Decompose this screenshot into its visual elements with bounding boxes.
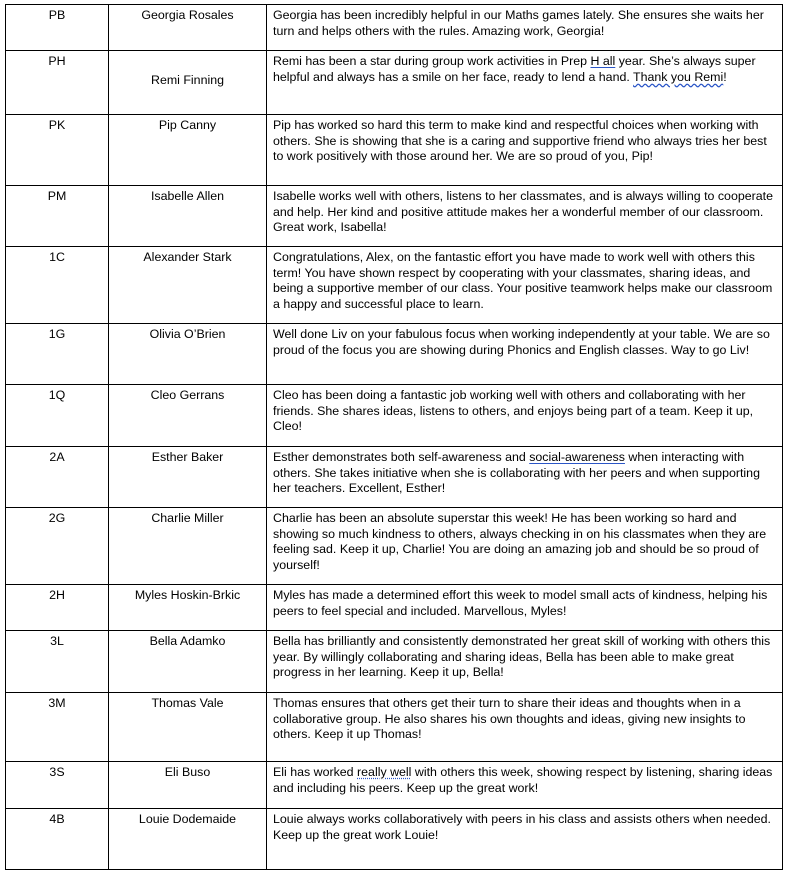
- awards-table: [5, 4, 783, 870]
- student-name: Louie Dodemaide: [109, 809, 267, 870]
- table-row: [6, 631, 783, 693]
- award-message: [267, 447, 783, 508]
- table-row: [6, 508, 783, 585]
- class-cell: PK: [6, 115, 109, 186]
- message-text: !: [723, 69, 727, 84]
- class-cell: PH: [6, 51, 109, 115]
- table-row: [6, 5, 783, 51]
- table-row: [6, 447, 783, 508]
- table-row: [6, 385, 783, 447]
- table-row: [6, 809, 783, 870]
- student-name: Isabelle Allen: [109, 186, 267, 247]
- table-row: [6, 51, 783, 115]
- award-message: Bella has brilliantly and consistently demonstrated her great skill of working with others this year. By willingly collaborating and sharing ideas, Bella has been able to make great progress in her learning. Keep it up, Bella!: [267, 631, 783, 693]
- award-message: Pip has worked so hard this term to make kind and respectful choices when working with others. She is showing that she is a caring and supportive friend who always tries her best to work positively with those around her. We are so proud of you, Pip!: [267, 115, 783, 186]
- class-cell: 2G: [6, 508, 109, 585]
- student-name: Charlie Miller: [109, 508, 267, 585]
- table-row: [6, 693, 783, 762]
- message-text: Esther demonstrates both self-awareness and: [273, 450, 530, 464]
- award-message: Thomas ensures that others get their turn to share their ideas and thoughts when in a collaborative group. He also shares his own thoughts and ideas, giving new insights to others. Keep it up Thomas!: [267, 693, 783, 762]
- award-message: Charlie has been an absolute superstar this week! He has been working so hard and showing so much kindness to others, always checking in on his classmates when they are feeling sad. Keep it up, Charlie! You are doing an amazing job and should be so proud of yourself!: [267, 508, 783, 585]
- message-text: with others this week, showing respect by listening, sharing ideas and including his peers. Keep up the great work!: [273, 765, 773, 795]
- table-row: [6, 324, 783, 385]
- grammar-underline: really well: [357, 765, 412, 779]
- table-row: [6, 186, 783, 247]
- spellcheck-underline: Thank you Remi: [633, 69, 724, 84]
- student-name: Cleo Gerrans: [109, 385, 267, 447]
- student-name: Olivia O’Brien: [109, 324, 267, 385]
- table-row: [6, 762, 783, 809]
- message-text: Remi has been a star during group work activities in Prep: [273, 54, 591, 68]
- spellcheck-underline: social-awareness: [529, 450, 625, 464]
- award-message: [267, 51, 783, 115]
- award-message: Louie always works collaboratively with peers in his class and assists others when needed. Keep up the great work Louie!: [267, 809, 783, 870]
- award-message: Congratulations, Alex, on the fantastic effort you have made to work well with others this term! You have shown respect by cooperating with your classmates, sharing ideas, and being a supportive member of our class. Your positive teamwork helps make our classroom a happy and successful place to learn.: [267, 247, 783, 324]
- award-message: Isabelle works well with others, listens to her classmates, and is always willing to cooperate and help. Her kind and positive attitude makes her a wonderful member of our classroom. Great work, Isabella!: [267, 186, 783, 247]
- student-name: Myles Hoskin-Brkic: [109, 585, 267, 631]
- award-message: Georgia has been incredibly helpful in our Maths games lately. She ensures she waits her turn and helps others with the rules. Amazing work, Georgia!: [267, 5, 783, 51]
- award-message: Myles has made a determined effort this week to model small acts of kindness, helping his peers to feel special and included. Marvellous, Myles!: [267, 585, 783, 631]
- table-row: [6, 247, 783, 324]
- student-name: Thomas Vale: [109, 693, 267, 762]
- class-cell: 3L: [6, 631, 109, 693]
- class-cell: PM: [6, 186, 109, 247]
- table-row: [6, 115, 783, 186]
- class-cell: 1C: [6, 247, 109, 324]
- class-cell: 2A: [6, 447, 109, 508]
- class-cell: 3S: [6, 762, 109, 809]
- award-message: [267, 762, 783, 809]
- message-text: year. She’s always super helpful and always has a smile on her face, ready to lend a hand.: [273, 54, 756, 84]
- message-text: when interacting with others. She takes initiative when she is collaborating with her peers and when supporting her teachers. Excellent, Esther!: [273, 450, 760, 496]
- student-name: Esther Baker: [109, 447, 267, 508]
- award-message: Well done Liv on your fabulous focus when working independently at your table. We are so proud of the focus you are showing during Phonics and English classes. Way to go Liv!: [267, 324, 783, 385]
- class-cell: PB: [6, 5, 109, 51]
- student-name: Bella Adamko: [109, 631, 267, 693]
- class-cell: 1Q: [6, 385, 109, 447]
- class-cell: 3M: [6, 693, 109, 762]
- class-cell: 4B: [6, 809, 109, 870]
- student-name: Alexander Stark: [109, 247, 267, 324]
- student-name: Remi Finning: [109, 51, 267, 115]
- message-text: Eli has worked: [273, 765, 358, 779]
- class-cell: 2H: [6, 585, 109, 631]
- spellcheck-underline: H all: [590, 54, 616, 68]
- student-name: Georgia Rosales: [109, 5, 267, 51]
- award-message: Cleo has been doing a fantastic job working well with others and collaborating with her friends. She shares ideas, listens to others, and enjoys being part of a team. Keep it up, Cleo!: [267, 385, 783, 447]
- student-name: Pip Canny: [109, 115, 267, 186]
- class-cell: 1G: [6, 324, 109, 385]
- student-name: Eli Buso: [109, 762, 267, 809]
- table-row: [6, 585, 783, 631]
